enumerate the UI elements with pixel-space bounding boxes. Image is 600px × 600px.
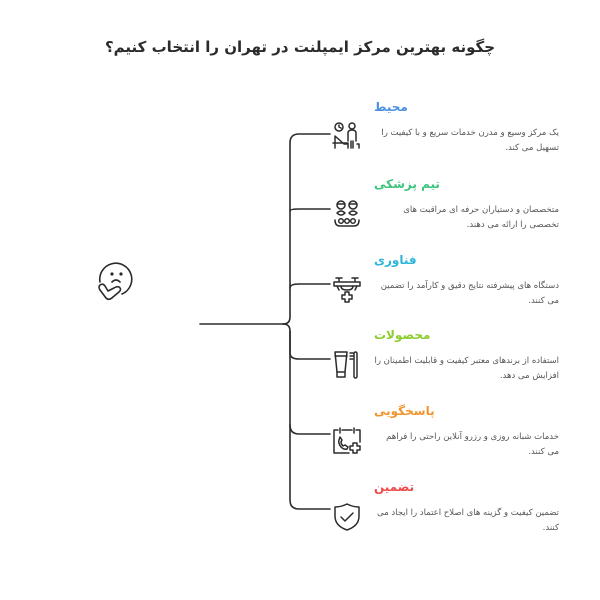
branch-description: دستگاه های پیشرفته نتایج دقیق و کارآمد را تضمین می کنند. <box>380 281 559 306</box>
diagram-title: چگونه بهترین مرکز ایمپلنت در تهران را انتخاب کنیم؟ <box>104 38 496 56</box>
toothpaste-toothbrush-icon <box>332 350 362 380</box>
branch-description: یک مرکز وسیع و مدرن خدمات سریع و با کیفیت را تسهیل می کند. <box>381 128 559 153</box>
branch-label: پاسخگویی <box>374 404 435 418</box>
branch-label: تیم پزشکی <box>374 177 440 191</box>
branch-guarantee <box>330 480 570 550</box>
branch-description: خدمات شبانه روزی و رزرو آنلاین راحتی را فراهم می کنند. <box>386 432 559 457</box>
branch-label: تضمین <box>374 480 415 494</box>
branch-description: تضمین کیفیت و گزینه های اصلاح اعتماد را ایجاد می کنند. <box>377 508 559 533</box>
shield-check-icon <box>332 502 362 532</box>
branch-environment <box>330 100 570 170</box>
branch-products <box>330 328 570 398</box>
patient-doctor-icon <box>332 122 362 152</box>
branch-medical-team <box>330 177 570 247</box>
thinking-face-icon <box>92 256 140 304</box>
branch-technology <box>330 253 570 323</box>
branch-label: فناوری <box>374 253 417 267</box>
branch-label: محیط <box>374 100 408 114</box>
branch-description: متخصصان و دستیاران حرفه ای مراقبت های تخصصی را ارائه می دهند. <box>403 205 559 230</box>
branch-description: استفاده از برندهای معتبر کیفیت و قابلیت اطمینان را افزایش می دهد. <box>374 356 559 381</box>
medical-drone-icon <box>332 275 362 305</box>
medical-team-icon <box>332 199 362 229</box>
branch-responsiveness <box>330 404 570 474</box>
branch-label: محصولات <box>374 328 431 342</box>
calendar-phone-icon <box>332 426 362 456</box>
